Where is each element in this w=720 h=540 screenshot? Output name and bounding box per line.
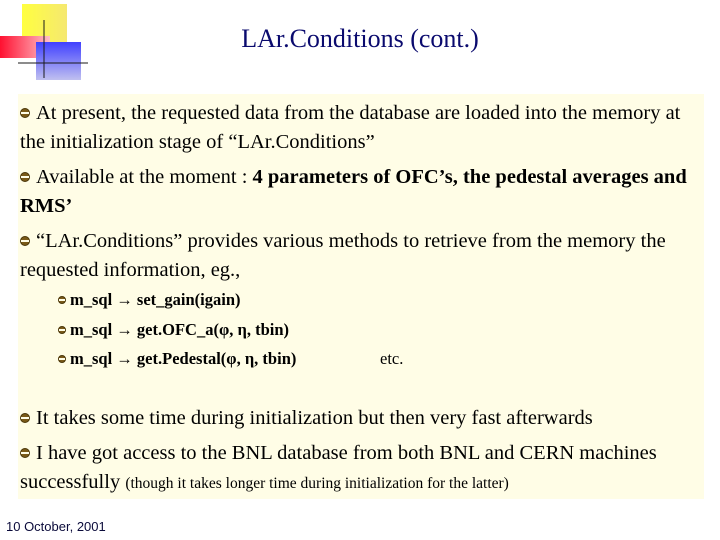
bullet-icon <box>58 296 66 304</box>
bullet-bnl-access: I have got access to the BNL database from both BNL and CERN machines successfully (though it takes longer time during initialization for the latter) <box>20 442 657 493</box>
bullet-initialization: At present, the requested data from the database are loaded into the memory at the initialization stage of “LAr.Conditions” <box>20 102 681 153</box>
bullet-icon <box>58 326 66 334</box>
bullet-icon <box>20 448 30 458</box>
bullet-initialization-time: It takes some time during initialization but then very fast afterwards <box>20 404 700 433</box>
bullet-icon <box>20 108 30 118</box>
sub-item-get-ofc: m_sql → get.OFC_a(φ, η, tbin) <box>58 319 289 341</box>
slide-content <box>18 94 704 499</box>
bullet-methods: “LAr.Conditions” provides various methods to retrieve from the memory the requested information, eg., <box>20 230 666 281</box>
slide-title: LAr.Conditions (cont.) <box>241 24 479 53</box>
bullet-icon <box>20 172 30 182</box>
bullet-icon <box>20 413 30 423</box>
bullet-available-parameters: Available at the moment : 4 parameters of OFC’s, the pedestal averages and RMS’ <box>20 166 687 217</box>
footer-date: 10 October, 2001 <box>6 519 106 534</box>
sub-item-set-gain: m_sql → set_gain(igain) <box>58 289 241 311</box>
bullet-icon <box>58 355 66 363</box>
bullet-icon <box>20 236 30 246</box>
etc-label: etc. <box>380 349 404 368</box>
sub-item-get-pedestal: m_sql → get.Pedestal(φ, η, tbin) etc. <box>58 348 296 370</box>
